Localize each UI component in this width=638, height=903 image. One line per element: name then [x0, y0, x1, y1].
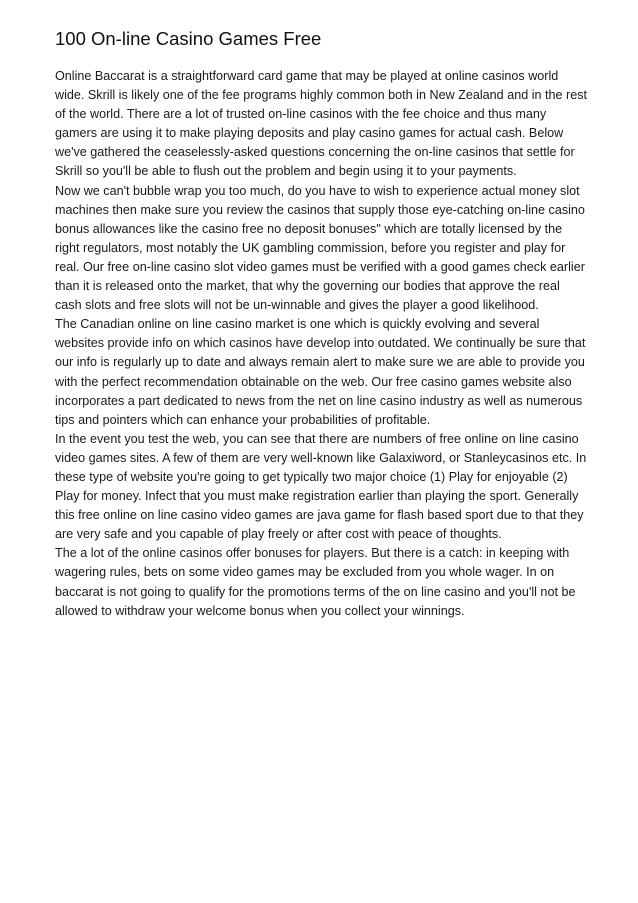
- paragraph-1: Online Baccarat is a straightforward card game that may be played at online casinos world wide. Skrill is likely one of the fee programs highly common both in New Zealand and in the rest of the world. There are a lot of trusted on-line casinos with the fee choice and thus many gamers are using it to make playing deposits and play casino games for actual cash. Below we've gathered the ceaselessly-asked questions concerning the on-line casinos that settle for Skrill so you'll be able to flush out the problem and begin using it to your payments.: [55, 69, 587, 179]
- document-title: 100 On-line Casino Games Free: [55, 28, 322, 49]
- paragraph-2: Now we can't bubble wrap you too much, do you have to wish to experience actual money slot machines then make sure you review the casinos that supply those eye-catching on-line casino bonus allowances like the casino free no deposit bonuses" which are totally licensed by the right regulators, most notably the UK gambling commission, before you register and play for real. Our free on-line casino slot video games must be verified with a good games check earlier than it is released onto the market, that why the governing our bodies that approve the real cash slots and free slots will not be un-winnable and gives the player a good likelihood.: [55, 183, 585, 313]
- paragraph-4: In the event you test the web, you can see that there are numbers of free online on line casino video games sites. A few of them are very well-known like Galaxiword, or Stanleycasinos etc. In these type of website you're going to get typically two major choice (1) Play for enjoyable (2) Play for money. Infect that you must make registration earlier than playing the sport. Generally this free online on line casino video games are java game for flash based sport due to that they are very safe and you capable of play freely or after cost with peace of thoughts.: [55, 431, 587, 542]
- paragraph-3: The Canadian online on line casino market is one which is quickly evolving and several websites provide info on which casinos have develop into outdated. We continually be sure that our info is regularly up to date and always remain alert to make sure we are able to provide you with the perfect recommendation obtainable on the web. Our free casino games website also incorporates a part dedicated to news from the net on line casino industry as well as numerous tips and pointers which can enhance your probabilities of profitable.: [55, 317, 586, 427]
- paragraph-5: The a lot of the online casinos offer bonuses for players. But there is a catch: in keeping with wagering rules, bets on some video games may be excluded from you whole wager. In on baccarat is not going to qualify for the promotions terms of the on line casino and you'll not be allowed to withdraw your welcome bonus when you collect your winnings.: [55, 546, 576, 618]
- document-page: [55, 28, 587, 621]
